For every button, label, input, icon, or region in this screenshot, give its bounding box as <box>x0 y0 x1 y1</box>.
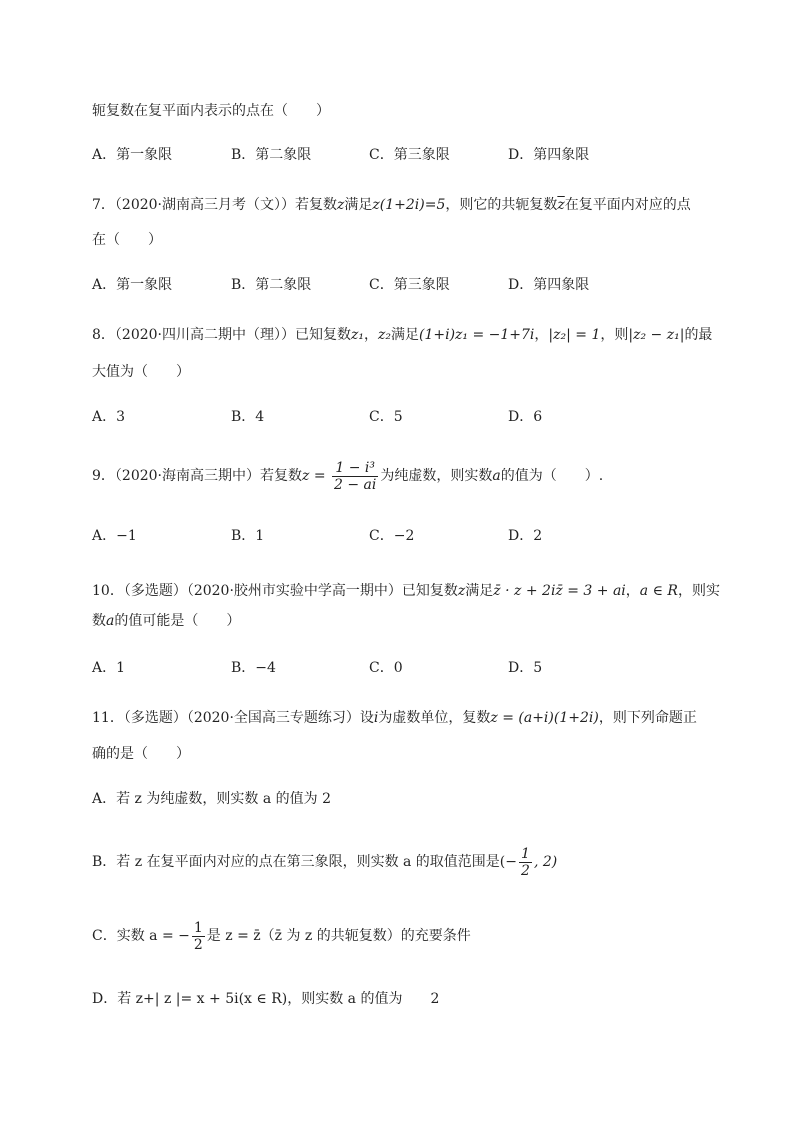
q8-condition: (1+i)z₁ = −1+7i <box>419 327 535 343</box>
q9-stem <box>92 458 603 494</box>
q7-text-c: ，则它的共轭复数 <box>445 197 558 213</box>
q7-options <box>92 275 732 295</box>
q11-option-d-text: D．若 z+| z |= x + 5i(x ∈ R)，则实数 a 的值为 2 <box>92 991 440 1007</box>
q11-option-a-text: A．若 z 为纯虚数，则实数 a 的值为 2 <box>92 791 331 807</box>
q6-continuation <box>92 101 330 121</box>
q8-option-a[interactable]: A．3 <box>92 409 126 425</box>
q6-options <box>92 145 732 165</box>
q10-option-d[interactable]: D．5 <box>508 660 543 676</box>
q7-var-z: z <box>337 197 345 213</box>
q7-stem-line1 <box>92 195 691 215</box>
q11-option-c[interactable] <box>92 916 471 956</box>
q11-option-d[interactable] <box>92 989 439 1009</box>
q9-options <box>92 526 732 546</box>
q8-var-z1: z₁ <box>351 327 364 343</box>
q11-option-c-text-a: C．实数 a = − <box>92 928 190 944</box>
q8-text-b: 满足 <box>391 327 419 343</box>
q8-sep2: ， <box>534 327 549 343</box>
q9-option-d[interactable]: D．2 <box>508 528 543 544</box>
q10-var-z: z <box>457 583 466 599</box>
q11-text-b: 为虚数单位，复数 <box>378 710 491 726</box>
q9-numerator: 1 − i³ <box>332 460 378 477</box>
q11-option-c-text-b: 是 z = z̄（z̄ 为 z 的共轭复数）的充要条件 <box>206 928 471 944</box>
q7-text-b: 满足 <box>344 197 373 213</box>
q10-option-b[interactable]: B．−4 <box>231 660 276 676</box>
q9-text-pre: 9．（2020·海南高三期中）若复数 <box>92 468 302 484</box>
q11-option-b-num: 1 <box>521 845 530 862</box>
q6-option-d[interactable]: D．第四象限 <box>508 147 590 163</box>
q6-option-b[interactable]: B．第二象限 <box>231 147 312 163</box>
q8-target-expr: |z₂ − z₁| <box>628 327 685 343</box>
q6-text: 轭复数在复平面内表示的点在（ ） <box>92 103 330 119</box>
q11-option-c-den: 2 <box>193 936 203 953</box>
q11-option-c-num: 1 <box>193 919 203 936</box>
q7-text-line2: 在（ ） <box>92 232 162 248</box>
q11-option-b[interactable] <box>92 842 557 882</box>
q8-option-c[interactable]: C．5 <box>369 409 403 425</box>
q11-option-a[interactable] <box>92 789 331 809</box>
q6-option-a[interactable]: A．第一象限 <box>92 147 173 163</box>
q7-option-d[interactable]: D．第四象限 <box>508 277 590 293</box>
q9-text-post: 的值为（ ）. <box>500 468 604 484</box>
q7-option-a[interactable]: A．第一象限 <box>92 277 173 293</box>
q11-option-c-fraction <box>192 920 205 953</box>
q8-stem-line1 <box>92 325 712 345</box>
q9-option-c[interactable]: C．−2 <box>369 528 415 544</box>
q10-text-c: ，则实 <box>677 583 720 599</box>
q8-sep: ， <box>364 327 378 343</box>
q8-option-d[interactable]: D．6 <box>508 409 543 425</box>
q10-condition: z̄ · z + 2iz̄ = 3 + ai <box>493 583 626 599</box>
q11-option-b-den: 2 <box>521 862 530 879</box>
q11-text-a: 11．（多选题）（2020·全国高三专题练习）设 <box>92 710 374 726</box>
q9-option-b[interactable]: B．1 <box>231 528 265 544</box>
q7-option-b[interactable]: B．第二象限 <box>231 277 312 293</box>
q9-fraction <box>332 460 378 493</box>
q10-text-line2b: 的值可能是（ ） <box>114 613 241 629</box>
q6-option-c[interactable]: C．第三象限 <box>369 147 450 163</box>
q10-stem-line1: 10．（多选题）（2020·胶州市实验中学高一期中）已知复数z满足z̄ · z + 2iz̄ = 3 + ai，a ∈ R，则实 <box>92 583 720 599</box>
q9-z-eq: z = <box>302 468 326 484</box>
q8-var-z2: z₂ <box>378 327 391 343</box>
q8-text-c: ，则 <box>600 327 629 343</box>
q10-option-c[interactable]: C．0 <box>369 660 403 676</box>
q11-text-c: ，则下列命题正 <box>598 710 697 726</box>
q10-domain: a ∈ R <box>639 583 678 599</box>
q11-option-b-text-a: B．若 z 在复平面内对应的点在第三象限，则实数 a 的取值范围是(− <box>92 854 518 870</box>
q11-option-b-fraction <box>519 846 532 879</box>
q8-text-line2: 大值为（ ） <box>92 364 190 380</box>
q7-condition: z(1+2i)=5 <box>372 197 446 213</box>
q7-option-c[interactable]: C．第三象限 <box>369 277 450 293</box>
q7-text-a: 7．（2020·湖南高三月考（文））若复数 <box>92 197 337 213</box>
q8-option-b[interactable]: B．4 <box>231 409 265 425</box>
q7-text-d: 在复平面内对应的点 <box>564 197 691 213</box>
q9-var-a: a <box>492 468 501 484</box>
q8-modulus: |z₂| = 1 <box>548 327 601 343</box>
q11-var-i: i <box>373 710 379 726</box>
q11-z-definition: z = (a+i)(1+2i) <box>490 710 599 726</box>
q10-stem-line2 <box>92 611 240 631</box>
q8-stem-line2 <box>92 362 190 382</box>
q10-var-a: a <box>106 613 115 629</box>
q8-options <box>92 407 732 427</box>
q10-option-a[interactable]: A．1 <box>92 660 126 676</box>
q10-text-b: 满足 <box>465 583 494 599</box>
q10-text-line2a: 数 <box>92 613 106 629</box>
q9-text-mid: 为纯虚数，则实数 <box>380 468 493 484</box>
q11-option-b-text-b: , 2) <box>533 854 558 870</box>
q9-option-a[interactable]: A．−1 <box>92 528 137 544</box>
q11-stem-line2 <box>92 744 190 764</box>
q7-conjugate-z: $\overline{z}$ <box>557 197 565 213</box>
q8-text-d: 的最 <box>684 327 713 343</box>
q11-stem-line1 <box>92 708 697 728</box>
q7-stem-line2 <box>92 230 162 250</box>
q8-text-a: 8．（2020·四川高二期中（理））已知复数 <box>92 327 351 343</box>
q10-options <box>92 658 732 678</box>
q11-text-line2: 确的是（ ） <box>92 746 190 762</box>
q10-text-a: 10．（多选题）（2020·胶州市实验中学高一期中）已知复数 <box>92 583 458 599</box>
q9-denominator: 2 − ai <box>334 476 377 493</box>
